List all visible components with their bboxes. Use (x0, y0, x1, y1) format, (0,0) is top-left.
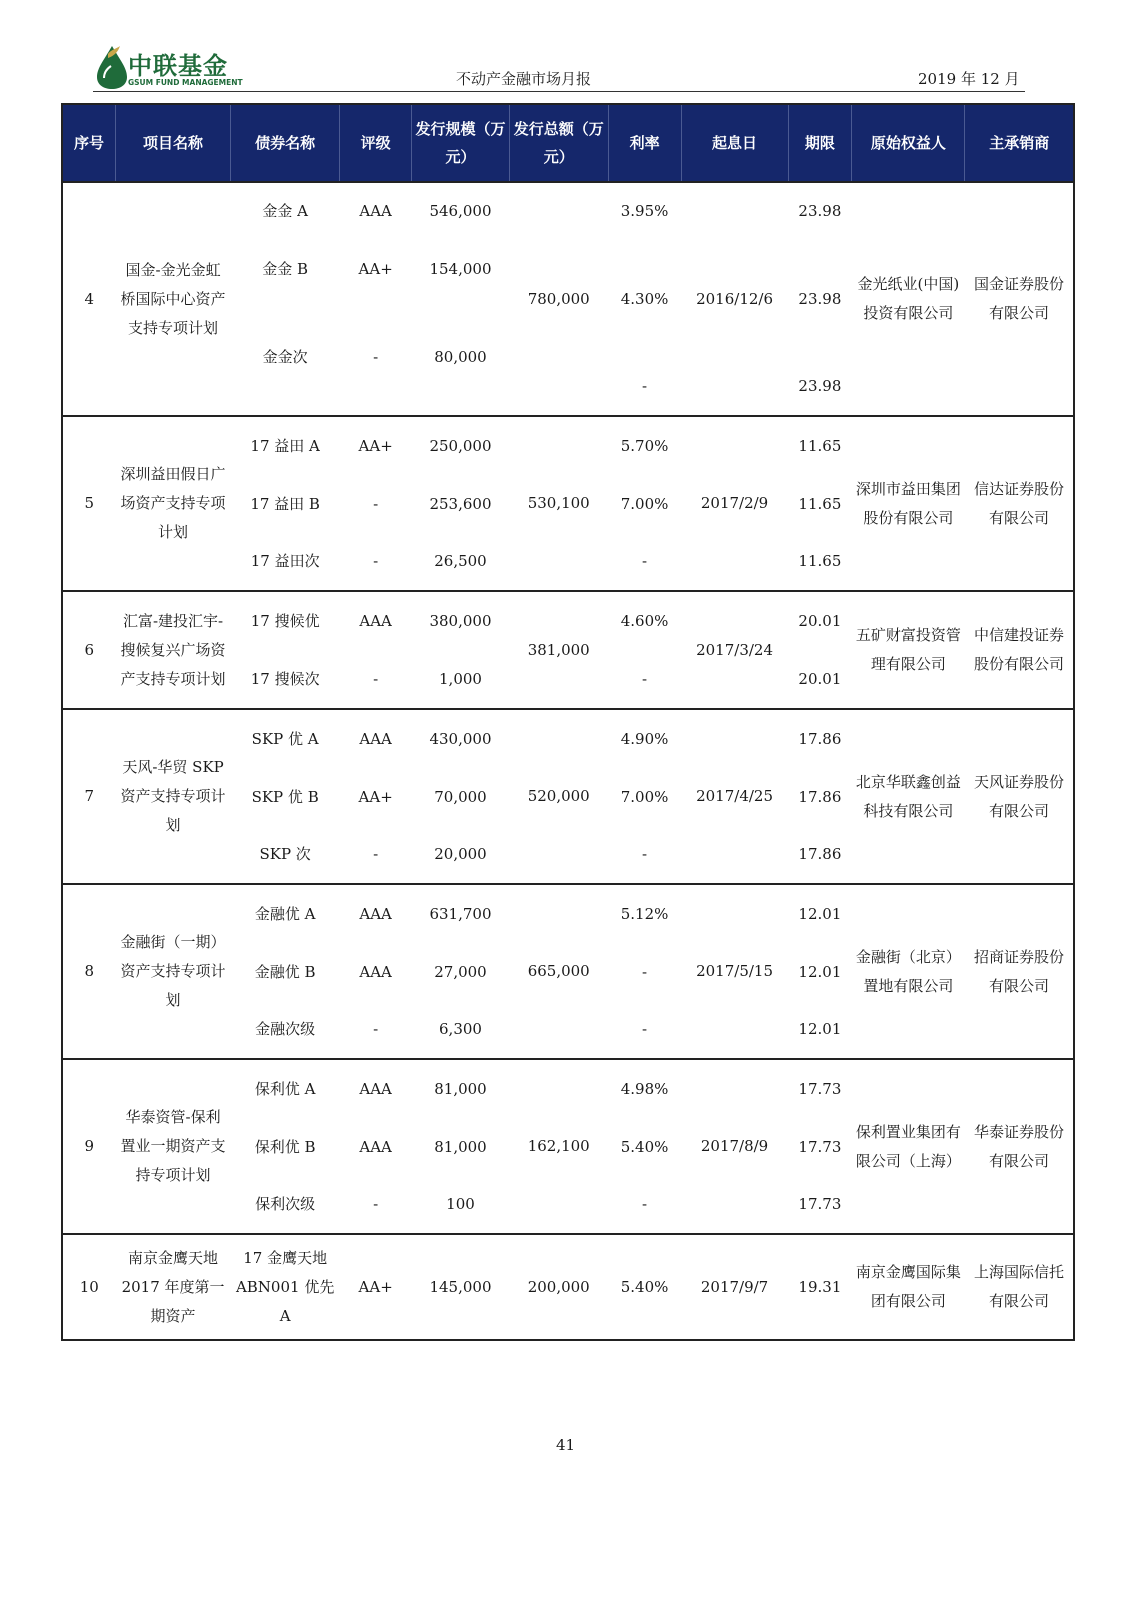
header-divider (93, 91, 1025, 92)
cell-scale: 250,000 (412, 416, 510, 475)
cell-rate: 5.40% (620, 1137, 669, 1156)
cell-total: 520,000 (509, 709, 608, 884)
cell-rating: AAA (359, 1137, 392, 1156)
report-title: 不动产金融市场月报 (456, 70, 592, 88)
cell-bond: 保利优 B (254, 1137, 316, 1156)
cell-scale: 430,000 (412, 709, 510, 768)
table-row (62, 591, 1074, 651)
cell-total: 381,000 (509, 591, 608, 709)
cell-rate: - (642, 1195, 648, 1213)
cell-originator: 五矿财富投资管理有限公司 (852, 591, 965, 709)
cell-scale: 26,500 (434, 552, 487, 570)
cell-rating: AA+ (358, 260, 393, 278)
cell-scale: 154,000 (429, 260, 492, 278)
cell-term: 11.65 (798, 494, 842, 513)
cell-rating: AAA (340, 591, 412, 651)
header-originator: 原始权益人 (852, 104, 965, 182)
cell-originator: 保利置业集团有限公司（上海） (852, 1059, 965, 1234)
cell-originator: 金融街（北京）置地有限公司 (852, 884, 965, 1059)
cell-total: 530,100 (509, 416, 608, 591)
cell-scale: 6,300 (439, 1020, 482, 1038)
cell-rating: AA+ (340, 1234, 412, 1340)
cell-no: 9 (62, 1059, 115, 1234)
cell-rating: - (373, 1195, 379, 1213)
cell-bond: 17 益田次 (250, 552, 320, 570)
cell-underwriter: 信达证券股份有限公司 (965, 416, 1074, 591)
cell-bond: 金金 B (262, 260, 309, 278)
cell-rate: 7.00% (620, 494, 669, 513)
cell-term: 17.73 (788, 1059, 852, 1118)
cell-scale: 1,000 (439, 670, 482, 688)
cell-term: 19.31 (788, 1234, 852, 1340)
cell-underwriter: 上海国际信托有限公司 (965, 1234, 1074, 1340)
cell-rate: 4.98% (608, 1059, 681, 1118)
cell-scale: 81,000 (412, 1059, 510, 1118)
cell-originator: 深圳市益田集团股份有限公司 (852, 416, 965, 591)
cell-start-date: 2016/12/6 (681, 182, 788, 416)
cell-term: 12.01 (788, 884, 852, 943)
cell-rating: - (373, 347, 379, 366)
logo-english-text: GSUM FUND MANAGEMENT (128, 78, 243, 87)
cell-start-date: 2017/3/24 (681, 591, 788, 709)
logo-drop-icon (94, 44, 130, 90)
cell-term: 17.73 (798, 1195, 842, 1213)
cell-scale: 20,000 (434, 845, 487, 863)
cell-underwriter: 中信建投证券股份有限公司 (965, 591, 1074, 709)
cell-total: 162,100 (509, 1059, 608, 1234)
cell-scale: 631,700 (412, 884, 510, 943)
cell-no: 4 (62, 182, 115, 416)
cell-bond: 17 金鹰天地 ABN001 优先 A (231, 1234, 340, 1340)
page-number: 41 (555, 1436, 576, 1454)
logo-chinese-text: 中联基金 (128, 52, 228, 80)
cell-underwriter: 华泰证券股份有限公司 (965, 1059, 1074, 1234)
cell-project: 华泰资管-保利置业一期资产支持专项计划 (115, 1059, 230, 1234)
cell-bond: 17 益田 B (250, 494, 320, 513)
cell-term: 23.98 (798, 377, 842, 395)
cell-originator: 南京金鹰国际集团有限公司 (852, 1234, 965, 1340)
cell-rating: - (373, 552, 379, 570)
cell-term: 23.98 (798, 289, 842, 308)
cell-rating: AAA (340, 1059, 412, 1118)
header-bond: 债券名称 (231, 104, 340, 182)
cell-rate: 4.30% (620, 289, 669, 308)
cell-bond: 金金 A (231, 182, 340, 240)
cell-term: 11.65 (788, 416, 852, 475)
table-header-row (62, 104, 1074, 182)
cell-rate: - (642, 377, 648, 395)
header-total: 发行总额（万元） (509, 104, 608, 182)
cell-underwriter: 天风证券股份有限公司 (965, 709, 1074, 884)
cell-no: 6 (62, 591, 115, 709)
table-row (62, 416, 1074, 475)
cell-scale: 27,000 (434, 962, 487, 981)
cell-bond: 金融次级 (255, 1020, 316, 1038)
cell-rate: 5.40% (608, 1234, 681, 1340)
cell-bond: 17 益田 A (231, 416, 340, 475)
cell-rating: - (373, 494, 379, 513)
cell-bond: 金融优 B (254, 962, 316, 981)
cell-term: 17.73 (798, 1137, 842, 1156)
cell-originator: 金光纸业(中国)投资有限公司 (852, 182, 965, 416)
cell-scale: 80,000 (434, 347, 487, 366)
cell-no: 10 (62, 1234, 115, 1340)
cell-scale: 380,000 (412, 591, 510, 651)
cell-rate: 4.90% (608, 709, 681, 768)
cell-no: 5 (62, 416, 115, 591)
cell-scale: 81,000 (434, 1137, 487, 1156)
header-project: 项目名称 (115, 104, 230, 182)
cell-rating: - (373, 1020, 379, 1038)
cell-rate: 4.60% (608, 591, 681, 651)
cell-bond: SKP 优 A (231, 709, 340, 768)
cell-term: 12.01 (798, 962, 842, 981)
cell-rate: - (642, 845, 648, 863)
table-row (62, 709, 1074, 768)
cell-term: 17.86 (798, 845, 842, 863)
cell-total: 200,000 (509, 1234, 608, 1340)
cell-rating: AA+ (358, 787, 393, 806)
cell-bond: 金金次 (262, 347, 308, 366)
header-no: 序号 (62, 104, 115, 182)
header-underwriter: 主承销商 (965, 104, 1074, 182)
abs-table-container (61, 103, 1075, 1341)
cell-start-date: 2017/2/9 (681, 416, 788, 591)
cell-rating: AAA (340, 884, 412, 943)
cell-project: 天风-华贸 SKP 资产支持专项计划 (115, 709, 230, 884)
cell-no: 7 (62, 709, 115, 884)
cell-rate: 7.00% (620, 787, 669, 806)
cell-project: 汇富-建投汇宇-搜候复兴广场资产支持专项计划 (115, 591, 230, 709)
company-logo (94, 44, 254, 90)
cell-rate: 5.70% (608, 416, 681, 475)
cell-term: 20.01 (788, 591, 852, 651)
cell-no: 8 (62, 884, 115, 1059)
cell-scale: 145,000 (412, 1234, 510, 1340)
table-row (62, 884, 1074, 943)
cell-rating: AAA (340, 709, 412, 768)
cell-total: 665,000 (509, 884, 608, 1059)
cell-start-date: 2017/4/25 (681, 709, 788, 884)
cell-scale: 100 (446, 1195, 475, 1213)
cell-underwriter: 招商证券股份有限公司 (965, 884, 1074, 1059)
cell-rating: - (373, 845, 379, 863)
cell-bond: 保利优 A (231, 1059, 340, 1118)
cell-bond: 保利次级 (255, 1195, 316, 1213)
cell-project: 金融街（一期）资产支持专项计划 (115, 884, 230, 1059)
report-date: 2019 年 12 月 (918, 70, 1020, 88)
table-row (62, 1059, 1074, 1118)
header-scale: 发行规模（万元） (412, 104, 510, 182)
cell-start-date: 2017/8/9 (681, 1059, 788, 1234)
header-start-date: 起息日 (681, 104, 788, 182)
cell-project: 深圳益田假日广场资产支持专项计划 (115, 416, 230, 591)
cell-term: 11.65 (798, 552, 842, 570)
cell-term: 17.86 (798, 787, 842, 806)
header-term: 期限 (788, 104, 852, 182)
cell-project: 国金-金光金虹桥国际中心资产支持专项计划 (115, 182, 230, 416)
header-rate: 利率 (608, 104, 681, 182)
cell-rating: - (373, 670, 379, 688)
cell-rate: - (642, 670, 648, 688)
cell-rate: - (642, 552, 648, 570)
cell-project: 南京金鹰天地 2017 年度第一期资产 (115, 1234, 230, 1340)
cell-start-date: 2017/5/15 (681, 884, 788, 1059)
cell-start-date: 2017/9/7 (681, 1234, 788, 1340)
cell-bond: 金融优 A (231, 884, 340, 943)
cell-scale: 253,600 (429, 494, 492, 513)
cell-rating: AAA (340, 182, 412, 240)
cell-bond: 17 搜候次 (250, 670, 320, 688)
cell-originator: 北京华联鑫创益科技有限公司 (852, 709, 965, 884)
cell-term: 23.98 (788, 182, 852, 240)
table-row (62, 1234, 1074, 1340)
cell-term: 20.01 (798, 670, 842, 688)
header-rating: 评级 (340, 104, 412, 182)
cell-bond: SKP 次 (259, 845, 311, 863)
cell-bond: 17 搜候优 (231, 591, 340, 651)
cell-rating: AAA (359, 962, 392, 981)
abs-issuance-table (61, 103, 1075, 1341)
cell-bond: SKP 优 B (251, 787, 319, 806)
cell-scale: 70,000 (434, 787, 487, 806)
cell-rate: 3.95% (608, 182, 681, 240)
cell-rate: 5.12% (608, 884, 681, 943)
cell-scale: 546,000 (412, 182, 510, 240)
table-row (62, 182, 1074, 240)
cell-underwriter: 国金证券股份有限公司 (965, 182, 1074, 416)
cell-rate: - (642, 1020, 648, 1038)
cell-rating: AA+ (340, 416, 412, 475)
cell-rate: - (642, 962, 648, 981)
page-header (0, 0, 1131, 100)
cell-term: 17.86 (788, 709, 852, 768)
cell-term: 12.01 (798, 1020, 842, 1038)
cell-total: 780,000 (509, 182, 608, 416)
